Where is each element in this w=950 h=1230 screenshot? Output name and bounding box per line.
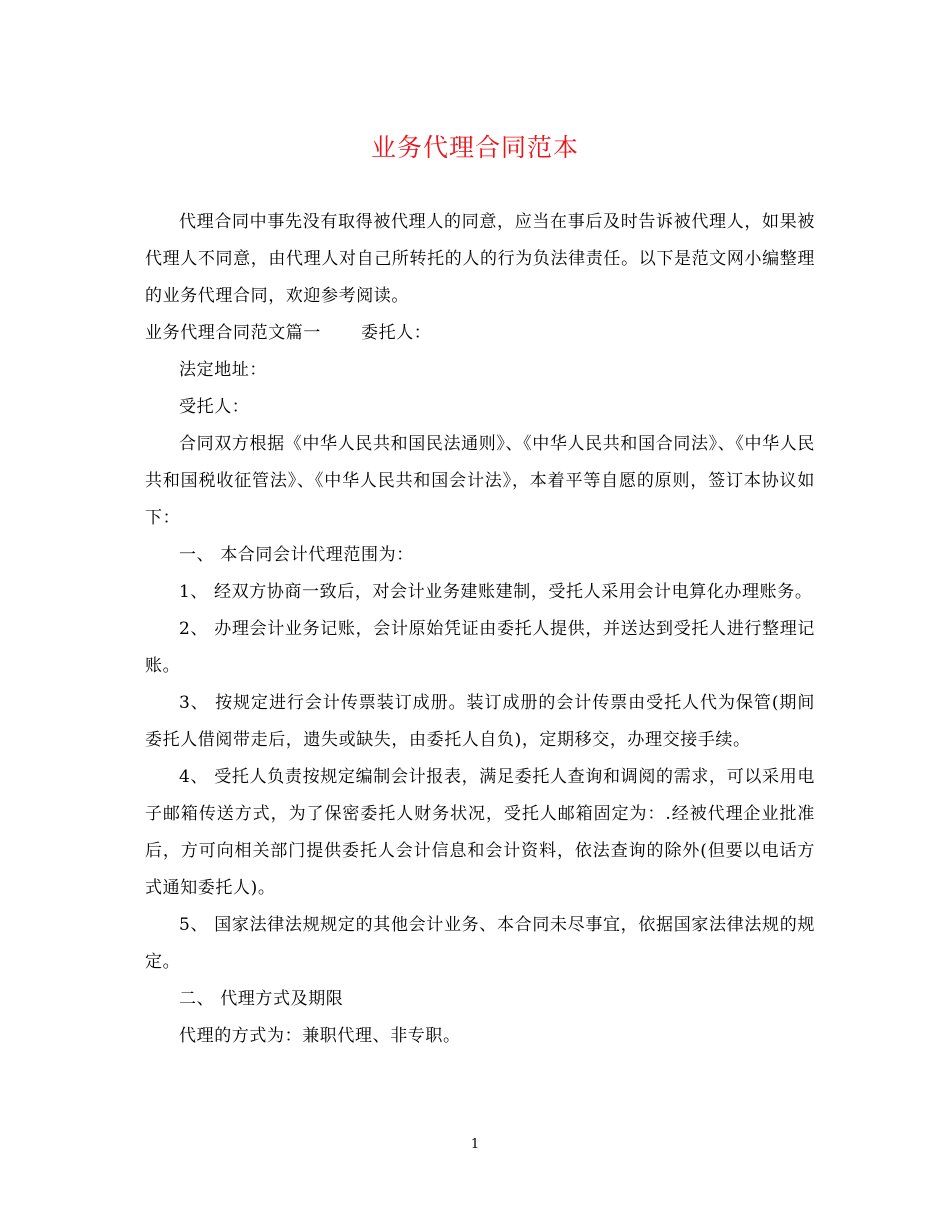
- clause1-item-1: 1、 经双方协商一致后，对会计业务建账建制，受托人采用会计电算化办理账务。: [179, 582, 813, 602]
- clause2-heading: 二、 代理方式及期限: [179, 989, 344, 1009]
- clause1-item-2: 2、 办理会计业务记账，会计原始凭证由委托人提供，并送达到受托人进行整理记账。: [145, 619, 815, 676]
- clause1-heading: 一、 本合同会计代理范围为：: [179, 545, 414, 565]
- clause1-item-5: 5、 国家法律法规规定的其他会计业务、本合同未尽事宜，依据国家法律法规的规定。: [145, 915, 815, 972]
- address-label: 法定地址：: [179, 360, 267, 380]
- agent-label: 受托人：: [179, 397, 250, 417]
- principal-label: 委托人：: [361, 323, 432, 343]
- section-heading: 业务代理合同范文篇一: [145, 323, 321, 343]
- intro-paragraph: 代理合同中事先没有取得被代理人的同意，应当在事后及时告诉被代理人，如果被代理人不同意，由代理人对自己所转托的人的行为负法律责任。以下是范文网小编整理的业务代理合同，欢迎参考阅读。: [145, 212, 815, 306]
- clause1-item-3: 3、 按规定进行会计传票装订成册。装订成册的会计传票由受托人代为保管(期间委托人借阅带走后，遗失或缺失，由委托人自负)，定期移交，办理交接手续。: [145, 693, 815, 750]
- basis-paragraph: 合同双方根据《中华人民共和国民法通则》、《中华人民共和国合同法》、《中华人民共和国税收征管法》、《中华人民共和国会计法》，本着平等自愿的原则，签订本协议如下：: [145, 434, 815, 528]
- agency-mode: 代理的方式为：兼职代理、非专职。: [179, 1026, 461, 1046]
- document-title: 业务代理合同范本: [370, 133, 579, 162]
- page-number: 1: [470, 1137, 480, 1152]
- clause1-item-4: 4、 受托人负责按规定编制会计报表，满足委托人查询和调阅的需求，可以采用电子邮箱传送方式，为了保密委托人财务状况，受托人邮箱固定为：.经被代理企业批准后，方可向相关部门提供委托人会计信息和会计资料，依法查询的除外(但要以电话方式通知委托人)。: [145, 767, 815, 898]
- document-body: [145, 204, 815, 1055]
- section-heading-line: [145, 315, 815, 352]
